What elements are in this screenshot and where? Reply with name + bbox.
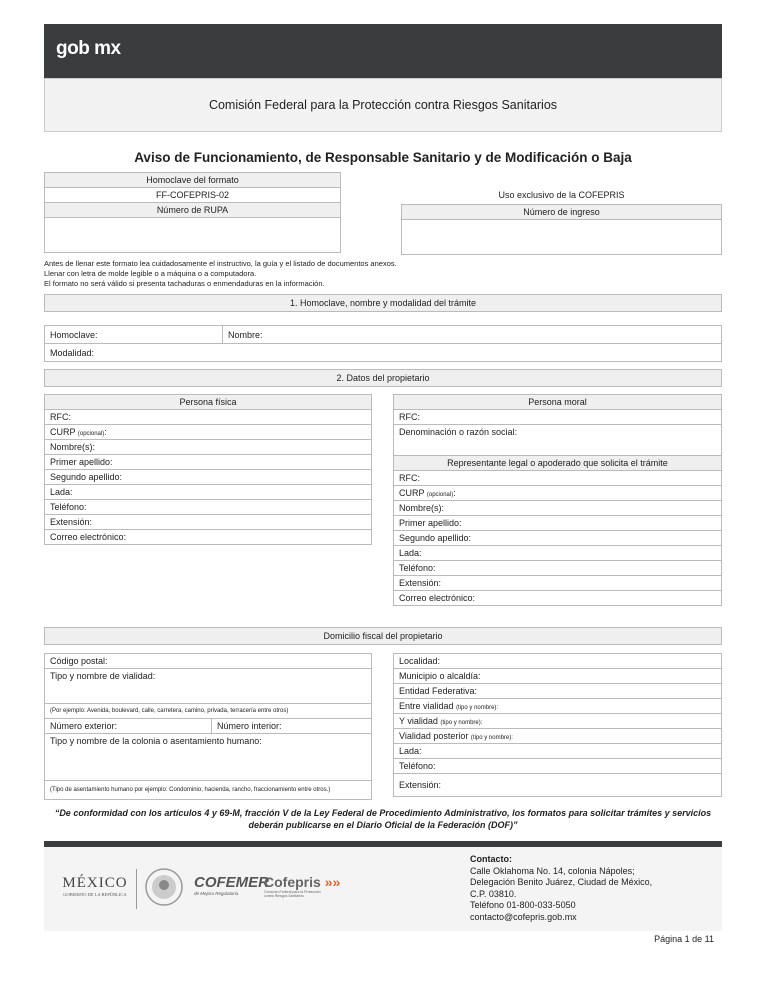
gobierno-wordmark: GOBIERNO DE LA REPÚBLICA bbox=[63, 892, 127, 897]
localidad-field[interactable]: Localidad: bbox=[394, 654, 722, 669]
opcional-note: (opcional) bbox=[77, 431, 105, 437]
instructions bbox=[44, 259, 397, 289]
rupa-field[interactable] bbox=[45, 218, 341, 253]
moral-rfc[interactable]: RFC: bbox=[394, 410, 722, 425]
gobmx-logo: gob mx bbox=[56, 38, 121, 59]
contact-block bbox=[470, 854, 652, 923]
ingreso-label: Número de ingreso bbox=[402, 205, 722, 220]
instruction-line: El formato no será válido si presenta tachaduras o enmendaduras en la información. bbox=[44, 279, 325, 288]
dom-telefono-field[interactable]: Teléfono: bbox=[394, 759, 722, 774]
tipo-nombre-note: (tipo y nombre): bbox=[456, 705, 499, 711]
persona-moral-title: Persona moral bbox=[394, 395, 722, 410]
homoclave-field[interactable]: Homoclave: bbox=[45, 326, 223, 344]
rep-extension[interactable]: Extensión: bbox=[394, 576, 722, 591]
contact-line: Delegación Benito Juárez, Ciudad de México, bbox=[470, 877, 653, 887]
rep-rfc[interactable]: RFC: bbox=[394, 471, 722, 486]
section2-title: 2. Datos del propietario bbox=[44, 369, 722, 387]
section1-table bbox=[44, 325, 722, 362]
form-title: Aviso de Funcionamiento, de Responsable Sanitario y de Modificación o Baja bbox=[134, 150, 632, 165]
curp-label: CURP bbox=[399, 488, 425, 498]
moral-denominacion[interactable]: Denominación o razón social: bbox=[394, 425, 722, 456]
homoclave-label: Homoclave del formato bbox=[45, 173, 341, 188]
instruction-line: Llenar con letra de molde legible o a máquina o a computadora. bbox=[44, 269, 257, 278]
colonia-example: (Tipo de asentamiento humano por ejemplo: Condominio, hacienda, rancho, fraccionamiento entre otros.) bbox=[45, 781, 372, 800]
domicilio-left-table bbox=[44, 653, 372, 800]
mexico-logo bbox=[60, 875, 130, 897]
chevron-right-icon: »» bbox=[324, 874, 341, 890]
modalidad-field[interactable]: Modalidad: bbox=[45, 344, 722, 362]
office-use-label: Uso exclusivo de la COFEPRIS bbox=[498, 190, 625, 200]
vialidad-field[interactable]: Tipo y nombre de vialidad: bbox=[45, 669, 372, 704]
ingreso-field[interactable] bbox=[402, 220, 722, 255]
tipo-nombre-note: (tipo y nombre): bbox=[440, 720, 483, 726]
rep-curp[interactable]: CURP (opcional): bbox=[394, 486, 722, 501]
cofemer-subtitle: de Mejora Regulatoria bbox=[194, 891, 239, 896]
law-note: “De conformidad con los artículos 4 y 69-M, fracción V de la Ley Federal de Procedimiento Administrativo, los formatos para solicitar trámites y servicios deberán publicarse en el Diario Oficial de la Federación (DOF)” bbox=[54, 808, 712, 830]
fisica-primer-apellido[interactable]: Primer apellido: bbox=[45, 455, 372, 470]
contact-line: Calle Oklahoma No. 14, colonia Nápoles; bbox=[470, 865, 635, 876]
fisica-curp[interactable]: CURP (opcional): bbox=[45, 425, 372, 440]
persona-fisica-table bbox=[44, 394, 372, 545]
rep-nombre[interactable]: Nombre(s): bbox=[394, 501, 722, 516]
fisica-nombre[interactable]: Nombre(s): bbox=[45, 440, 372, 455]
cofepris-subtitle: Comisión Federal para la Protección contra Riesgos Sanitarios bbox=[264, 890, 321, 898]
curp-label: CURP bbox=[50, 427, 76, 437]
mexico-wordmark: MÉXICO bbox=[62, 875, 128, 891]
rep-telefono[interactable]: Teléfono: bbox=[394, 561, 722, 576]
instruction-line: Antes de llenar este formato lea cuidadosamente el instructivo, la guía y el listado de documentos anexos. bbox=[44, 259, 397, 268]
format-box bbox=[44, 172, 341, 253]
dom-lada-field[interactable]: Lada: bbox=[394, 744, 722, 759]
nombre-field[interactable]: Nombre: bbox=[223, 326, 722, 344]
rep-lada[interactable]: Lada: bbox=[394, 546, 722, 561]
vialidad-example: (Por ejemplo: Avenida, boulevard, calle, carretera, camino, privada, terracería entre otros) bbox=[45, 704, 372, 719]
cofepris-wordmark: Cofepris bbox=[264, 874, 321, 890]
fisica-telefono[interactable]: Teléfono: bbox=[45, 500, 372, 515]
entre-vialidad-label: Entre vialidad bbox=[399, 701, 454, 711]
persona-moral-table bbox=[393, 394, 722, 606]
tipo-nombre-note: (tipo y nombre): bbox=[470, 735, 513, 741]
fisica-segundo-apellido[interactable]: Segundo apellido: bbox=[45, 470, 372, 485]
vialidad-posterior-label: Vialidad posterior bbox=[399, 731, 469, 741]
office-box bbox=[401, 204, 722, 255]
rupa-label: Número de RUPA bbox=[45, 203, 341, 218]
cofemer-wordmark: COFEMER bbox=[194, 874, 269, 891]
contact-line: C.P. 03810. bbox=[470, 888, 517, 899]
num-interior-field[interactable]: Número interior: bbox=[212, 719, 372, 734]
municipio-field[interactable]: Municipio o alcaldía: bbox=[394, 669, 722, 684]
coat-of-arms-icon bbox=[144, 867, 184, 907]
top-bar bbox=[44, 24, 722, 78]
fisica-rfc[interactable]: RFC: bbox=[45, 410, 372, 425]
domicilio-title: Domicilio fiscal del propietario bbox=[44, 627, 722, 645]
persona-fisica-title: Persona física bbox=[45, 395, 372, 410]
rep-segundo-apellido[interactable]: Segundo apellido: bbox=[394, 531, 722, 546]
cofepris-logo bbox=[264, 874, 364, 898]
cofemer-logo bbox=[194, 874, 269, 896]
contact-title: Contacto: bbox=[470, 854, 512, 864]
dom-extension-field[interactable]: Extensión: bbox=[394, 774, 722, 797]
codigo-postal-field[interactable]: Código postal: bbox=[45, 654, 372, 669]
fisica-extension[interactable]: Extensión: bbox=[45, 515, 372, 530]
vialidad-posterior-field[interactable] bbox=[394, 729, 722, 744]
contact-email[interactable]: contacto@cofepris.gob.mx bbox=[470, 911, 577, 922]
page-number: Página 1 de 11 bbox=[654, 934, 714, 944]
y-vialidad-label: Y vialidad bbox=[399, 716, 438, 726]
entidad-field[interactable]: Entidad Federativa: bbox=[394, 684, 722, 699]
opcional-note: (opcional) bbox=[426, 492, 454, 498]
section1-title: 1. Homoclave, nombre y modalidad del trámite bbox=[44, 294, 722, 312]
representante-title: Representante legal o apoderado que solicita el trámite bbox=[394, 456, 722, 471]
fisica-correo[interactable]: Correo electrónico: bbox=[45, 530, 372, 545]
rep-primer-apellido[interactable]: Primer apellido: bbox=[394, 516, 722, 531]
num-exterior-field[interactable]: Número exterior: bbox=[45, 719, 212, 734]
rep-correo[interactable]: Correo electrónico: bbox=[394, 591, 722, 606]
colonia-field[interactable]: Tipo y nombre de la colonia o asentamiento humano: bbox=[45, 734, 372, 781]
entre-vialidad-field[interactable] bbox=[394, 699, 722, 714]
y-vialidad-field[interactable] bbox=[394, 714, 722, 729]
homoclave-value: FF-COFEPRIS-02 bbox=[45, 188, 341, 203]
fisica-lada[interactable]: Lada: bbox=[45, 485, 372, 500]
footer-divider bbox=[136, 869, 137, 909]
domicilio-right-table bbox=[393, 653, 722, 797]
contact-line: Teléfono 01-800-033-5050 bbox=[470, 900, 576, 910]
agency-name: Comisión Federal para la Protección contra Riesgos Sanitarios bbox=[44, 78, 722, 132]
